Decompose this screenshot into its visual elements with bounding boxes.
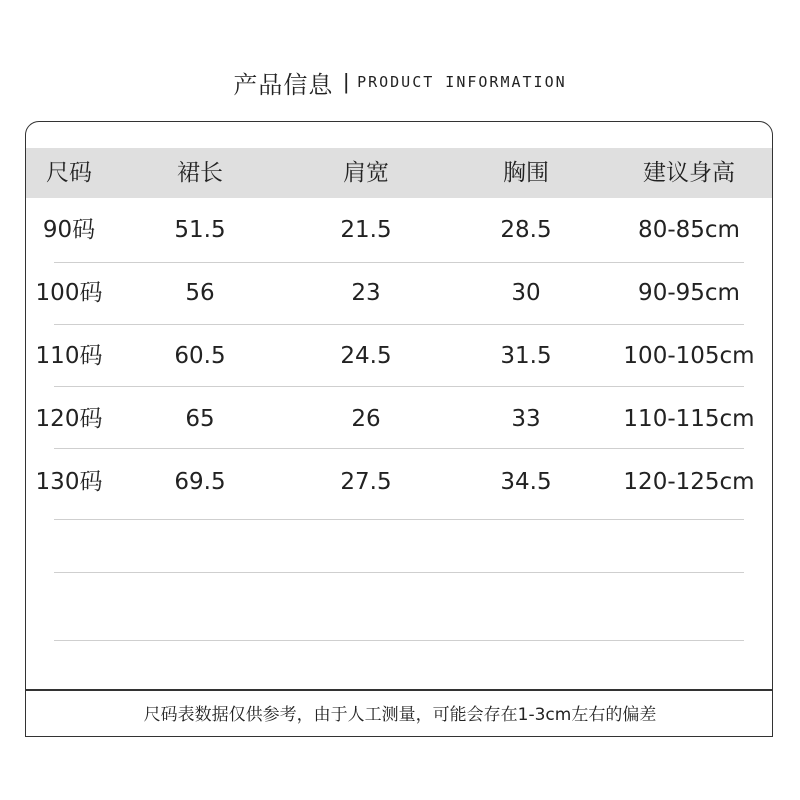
table-row [26,462,773,502]
table-header-row [26,148,773,198]
cell-skirt-length: 51.5 [174,217,226,243]
row-divider [54,448,744,449]
cell-skirt-length: 65 [185,406,215,432]
cell-chest: 30 [511,280,541,306]
cell-suggested-height: 110-115cm [623,406,755,432]
cell-size: 100码 [35,280,103,306]
title-english: PRODUCT INFORMATION [357,73,567,91]
cell-shoulder-width: 27.5 [340,469,392,495]
title-separator: | [343,69,350,94]
size-chart-card [25,121,773,737]
cell-chest: 28.5 [500,217,552,243]
cell-suggested-height: 120-125cm [623,469,755,495]
header-suggested-height: 建议身高 [643,160,735,186]
cell-size: 110码 [35,343,103,369]
table-row [26,399,773,439]
cell-shoulder-width: 23 [351,280,381,306]
row-divider [54,386,744,387]
cell-shoulder-width: 21.5 [340,217,392,243]
table-row [26,336,773,376]
table-row [26,273,773,313]
cell-suggested-height: 90-95cm [638,280,740,306]
title-chinese: 产品信息 [233,70,334,99]
row-divider [54,572,744,573]
cell-suggested-height: 100-105cm [623,343,755,369]
cell-skirt-length: 69.5 [174,469,226,495]
cell-skirt-length: 60.5 [174,343,226,369]
header-chest: 胸围 [503,160,549,186]
cell-size: 130码 [35,469,103,495]
row-divider [54,640,744,641]
row-divider [54,262,744,263]
cell-size: 90码 [42,217,96,243]
row-divider [54,519,744,520]
row-divider [54,324,744,325]
page-title [0,62,800,102]
cell-shoulder-width: 26 [351,406,381,432]
cell-chest: 34.5 [500,469,552,495]
header-size: 尺码 [46,160,92,186]
cell-suggested-height: 80-85cm [638,217,740,243]
header-shoulder-width: 肩宽 [343,160,389,186]
cell-chest: 33 [511,406,541,432]
table-row [26,210,773,250]
footer-divider [26,689,773,691]
measurement-disclaimer: 尺码表数据仅供参考，由于人工测量，可能会存在1-3cm左右的偏差 [143,705,657,725]
cell-shoulder-width: 24.5 [340,343,392,369]
cell-size: 120码 [35,406,103,432]
header-skirt-length: 裙长 [177,160,223,186]
cell-chest: 31.5 [500,343,552,369]
cell-skirt-length: 56 [185,280,215,306]
